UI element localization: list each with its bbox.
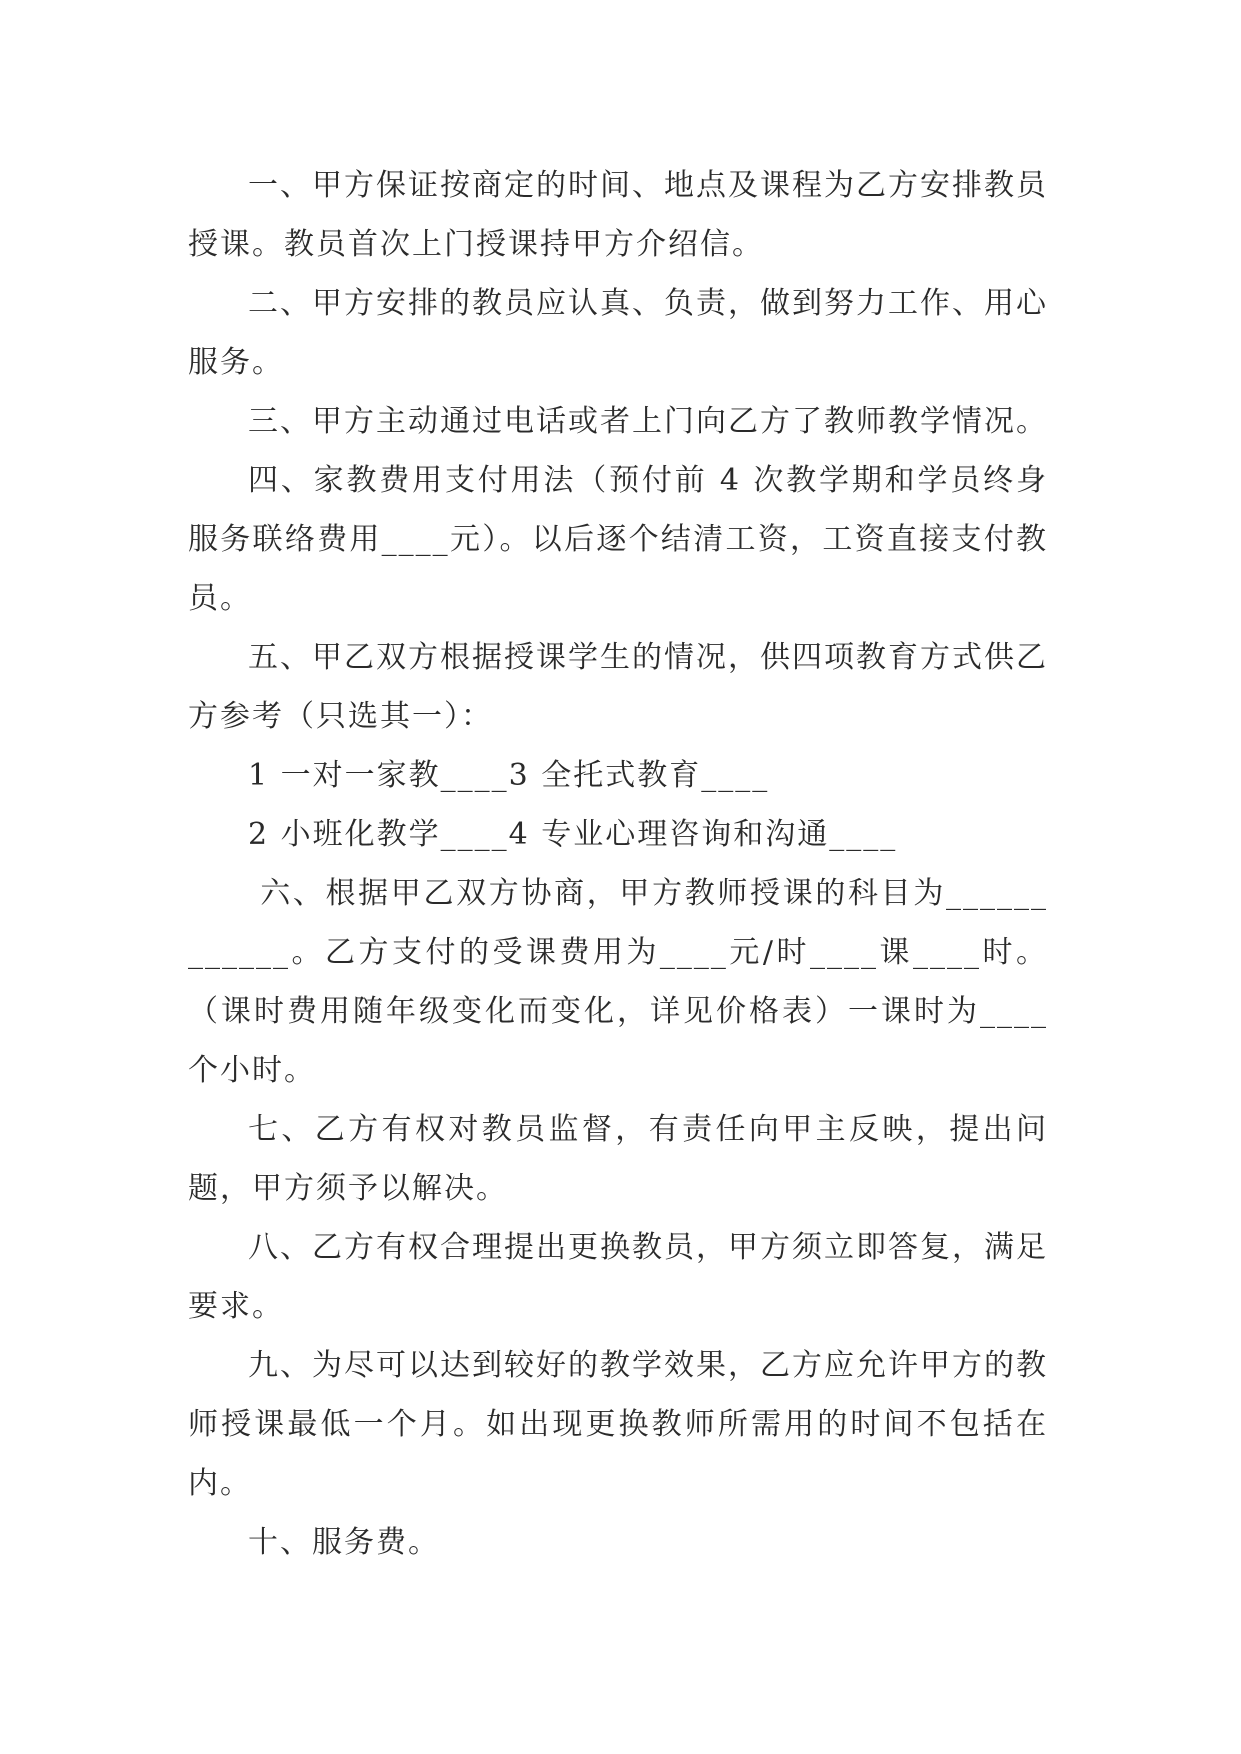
clause-6: 六、根据甲乙双方协商，甲方教师授课的科目为____________。乙方支付的受课费用为____元/时____课____时。（课时费用随年级变化而变化，详见价格表）一课时为____个小时。 xyxy=(188,876,1048,1088)
clause-8: 八、乙方有权合理提出更换教员，甲方须立即答复，满足要求。 xyxy=(188,1230,1048,1324)
option-line-1: 1 一对一家教____3 全托式教育____ xyxy=(248,758,770,793)
document-body xyxy=(188,156,1048,1572)
clause-3: 三、甲方主动通过电话或者上门向乙方了教师教学情况。 xyxy=(248,404,1048,439)
option-line-2: 2 小班化教学____4 专业心理咨询和沟通____ xyxy=(248,817,898,852)
clause-9: 九、为尽可以达到较好的教学效果，乙方应允许甲方的教师授课最低一个月。如出现更换教师所需用的时间不包括在内。 xyxy=(188,1348,1048,1501)
clause-1: 一、甲方保证按商定的时间、地点及课程为乙方安排教员授课。教员首次上门授课持甲方介绍信。 xyxy=(188,168,1048,262)
clause-5: 五、甲乙双方根据授课学生的情况，供四项教育方式供乙方参考（只选其一）： xyxy=(188,640,1048,734)
clause-10: 十、服务费。 xyxy=(248,1525,440,1560)
clause-7: 七、乙方有权对教员监督，有责任向甲主反映，提出问题，甲方须予以解决。 xyxy=(188,1112,1048,1206)
clause-2: 二、甲方安排的教员应认真、负责，做到努力工作、用心服务。 xyxy=(188,286,1048,380)
clause-4: 四、家教费用支付用法（预付前 4 次教学期和学员终身服务联络费用____元）。以后逐个结清工资，工资直接支付教员。 xyxy=(188,463,1048,616)
